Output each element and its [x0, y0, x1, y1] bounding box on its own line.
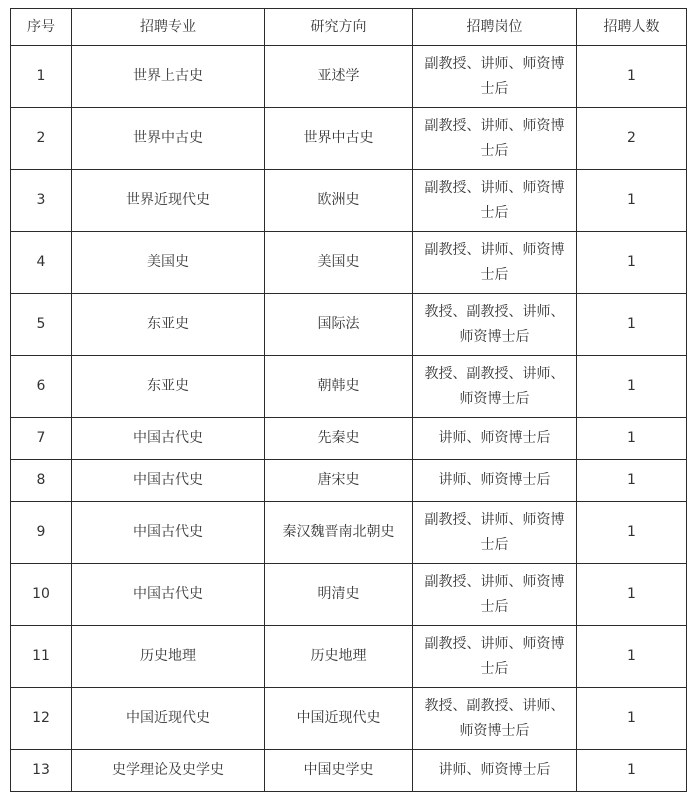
- cell-major: 世界上古史: [72, 46, 265, 108]
- cell-no: 7: [11, 418, 72, 460]
- cell-position: 讲师、师资博士后: [413, 460, 577, 502]
- cell-position: 讲师、师资博士后: [413, 418, 577, 460]
- table-row: [11, 418, 687, 460]
- cell-direction: 亚述学: [265, 46, 413, 108]
- cell-direction: 秦汉魏晋南北朝史: [265, 502, 413, 564]
- header-position: 招聘岗位: [413, 9, 577, 46]
- cell-position: 讲师、师资博士后: [413, 750, 577, 792]
- cell-no: 13: [11, 750, 72, 792]
- cell-no: 12: [11, 688, 72, 750]
- header-no: 序号: [11, 9, 72, 46]
- cell-count: 1: [577, 502, 687, 564]
- cell-no: 9: [11, 502, 72, 564]
- recruitment-table: [10, 8, 687, 792]
- cell-count: 1: [577, 564, 687, 626]
- cell-direction: 朝韩史: [265, 356, 413, 418]
- cell-no: 4: [11, 232, 72, 294]
- table-row: [11, 46, 687, 108]
- cell-direction: 欧洲史: [265, 170, 413, 232]
- cell-position: 副教授、讲师、师资博士后: [413, 564, 577, 626]
- header-row: [11, 9, 687, 46]
- cell-position: 副教授、讲师、师资博士后: [413, 108, 577, 170]
- cell-no: 8: [11, 460, 72, 502]
- cell-count: 1: [577, 232, 687, 294]
- cell-direction: 明清史: [265, 564, 413, 626]
- cell-position: 副教授、讲师、师资博士后: [413, 170, 577, 232]
- header-count: 招聘人数: [577, 9, 687, 46]
- table-row: [11, 108, 687, 170]
- cell-count: 1: [577, 460, 687, 502]
- table-row: [11, 460, 687, 502]
- table-row: [11, 688, 687, 750]
- cell-position: 副教授、讲师、师资博士后: [413, 232, 577, 294]
- cell-direction: 世界中古史: [265, 108, 413, 170]
- cell-no: 11: [11, 626, 72, 688]
- cell-no: 6: [11, 356, 72, 418]
- cell-major: 中国古代史: [72, 418, 265, 460]
- cell-count: 1: [577, 170, 687, 232]
- cell-major: 中国古代史: [72, 460, 265, 502]
- cell-major: 世界近现代史: [72, 170, 265, 232]
- cell-position: 副教授、讲师、师资博士后: [413, 502, 577, 564]
- table-row: [11, 232, 687, 294]
- cell-count: 2: [577, 108, 687, 170]
- table-row: [11, 626, 687, 688]
- cell-position: 教授、副教授、讲师、师资博士后: [413, 294, 577, 356]
- cell-major: 东亚史: [72, 356, 265, 418]
- cell-major: 世界中古史: [72, 108, 265, 170]
- cell-major: 美国史: [72, 232, 265, 294]
- cell-no: 10: [11, 564, 72, 626]
- cell-count: 1: [577, 46, 687, 108]
- cell-major: 中国古代史: [72, 564, 265, 626]
- cell-no: 5: [11, 294, 72, 356]
- cell-major: 东亚史: [72, 294, 265, 356]
- cell-no: 1: [11, 46, 72, 108]
- cell-no: 2: [11, 108, 72, 170]
- cell-position: 教授、副教授、讲师、师资博士后: [413, 356, 577, 418]
- cell-direction: 国际法: [265, 294, 413, 356]
- cell-no: 3: [11, 170, 72, 232]
- cell-count: 1: [577, 688, 687, 750]
- cell-direction: 先秦史: [265, 418, 413, 460]
- cell-count: 1: [577, 750, 687, 792]
- cell-count: 1: [577, 356, 687, 418]
- cell-major: 中国古代史: [72, 502, 265, 564]
- cell-direction: 唐宋史: [265, 460, 413, 502]
- cell-count: 1: [577, 418, 687, 460]
- cell-major: 历史地理: [72, 626, 265, 688]
- header-major: 招聘专业: [72, 9, 265, 46]
- table-row: [11, 750, 687, 792]
- cell-direction: 中国近现代史: [265, 688, 413, 750]
- cell-position: 副教授、讲师、师资博士后: [413, 46, 577, 108]
- table-row: [11, 356, 687, 418]
- table-row: [11, 170, 687, 232]
- table-row: [11, 564, 687, 626]
- cell-direction: 中国史学史: [265, 750, 413, 792]
- cell-major: 史学理论及史学史: [72, 750, 265, 792]
- cell-count: 1: [577, 294, 687, 356]
- header-direction: 研究方向: [265, 9, 413, 46]
- cell-direction: 美国史: [265, 232, 413, 294]
- table-row: [11, 294, 687, 356]
- cell-count: 1: [577, 626, 687, 688]
- cell-direction: 历史地理: [265, 626, 413, 688]
- table-row: [11, 502, 687, 564]
- cell-position: 教授、副教授、讲师、师资博士后: [413, 688, 577, 750]
- cell-position: 副教授、讲师、师资博士后: [413, 626, 577, 688]
- cell-major: 中国近现代史: [72, 688, 265, 750]
